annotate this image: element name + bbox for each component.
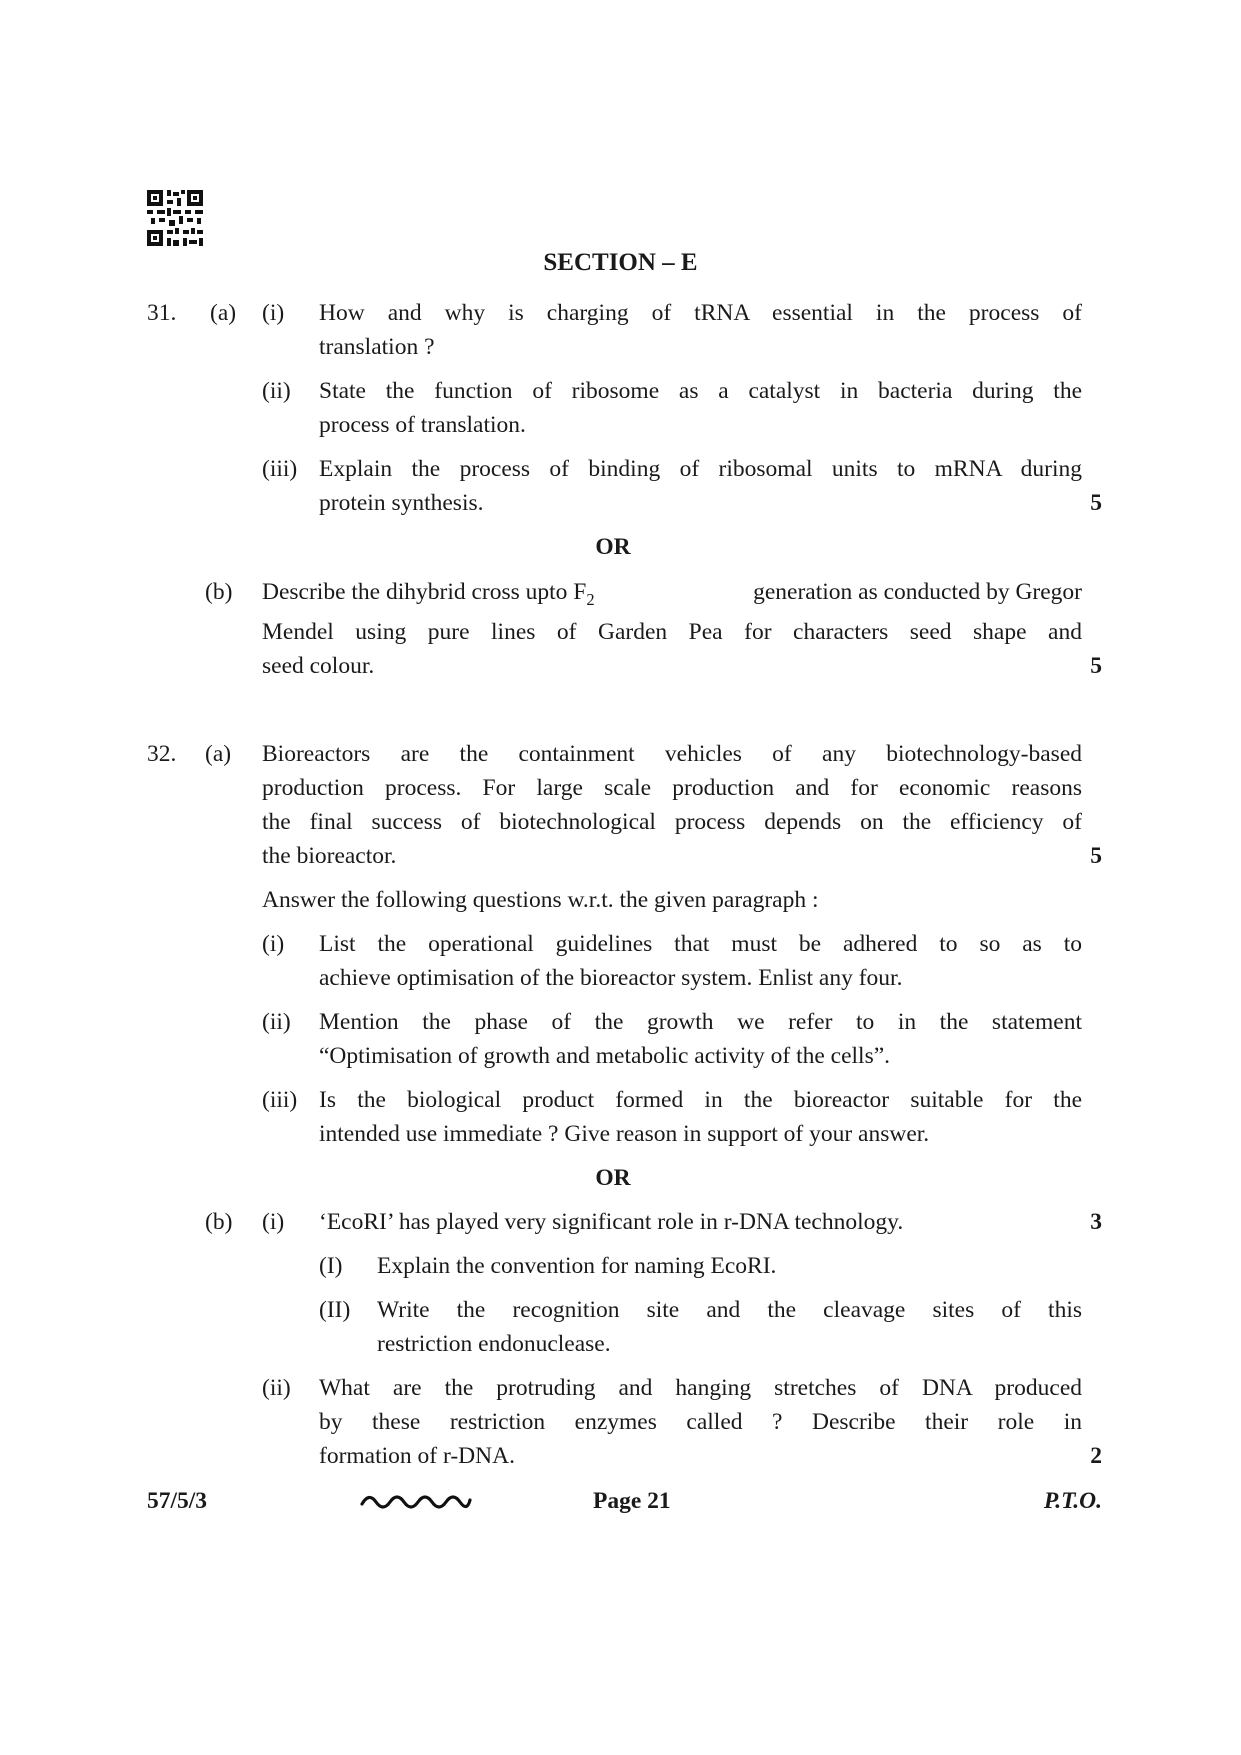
q32-b-i-II-line1: Write the recognition site and the cleavage sites of this	[377, 1297, 1082, 1323]
q32-b-ii-marks: 2	[1090, 1443, 1102, 1469]
q31-part-b-label: (b)	[205, 579, 233, 605]
pto-label: P.T.O.	[1043, 1488, 1102, 1514]
q32-b-ii-line2: by these restriction enzymes called ? Describe their role in	[319, 1409, 1082, 1435]
q32-a-ii-line1: Mention the phase of the growth we refer to in the statement	[319, 1009, 1082, 1035]
q32-a-line2: production process. For large scale production and for economic reasons	[262, 775, 1082, 801]
q32-a-iii-line1: Is the biological product formed in the bioreactor suitable for the	[319, 1087, 1082, 1113]
question-number-31: 31.	[147, 300, 177, 326]
q32-a-ii-line2: “Optimisation of growth and metabolic activity of the cells”.	[319, 1043, 891, 1069]
q31-a-i-label: (i)	[262, 300, 285, 326]
q32-or-divider: OR	[595, 1165, 631, 1191]
q32-b-ii-line1: What are the protruding and hanging stretches of DNA produced	[319, 1375, 1082, 1401]
q31-b-line1	[262, 575, 1082, 609]
q32-a-marks: 5	[1090, 843, 1102, 869]
q32-a-iii-label: (iii)	[262, 1087, 298, 1113]
q32-part-b-label: (b)	[205, 1209, 233, 1235]
q32-b-i-II-line2: restriction endonuclease.	[377, 1331, 611, 1357]
q31-b-line3: seed colour.	[262, 653, 375, 679]
q31-a-ii-line2: process of translation.	[319, 412, 526, 438]
q31-a-marks: 5	[1090, 490, 1102, 516]
q32-b-i-I-label: (I)	[319, 1253, 343, 1279]
q31-b-marks: 5	[1090, 653, 1102, 679]
q31-a-ii-line1: State the function of ribosome as a catalyst in bacteria during the	[319, 378, 1082, 404]
q32-b-i-label: (i)	[262, 1209, 285, 1235]
q31-or-divider: OR	[595, 534, 631, 560]
wave-icon	[360, 1490, 472, 1512]
page-number: Page 21	[593, 1488, 671, 1514]
q32-a-i-line2: achieve optimisation of the bioreactor system. Enlist any four.	[319, 965, 903, 991]
q32-b-i-I-text: Explain the convention for naming EcoRI.	[377, 1253, 777, 1279]
q32-a-i-line1: List the operational guidelines that must be adhered to so as to	[319, 931, 1082, 957]
question-number-32: 32.	[147, 741, 177, 767]
q32-a-i-label: (i)	[262, 931, 285, 957]
q31-part-a-label: (a)	[210, 300, 237, 326]
q31-b-line1-post: generation as conducted by Gregor	[753, 579, 1082, 605]
q31-a-iii-label: (iii)	[262, 456, 298, 482]
q32-b-i-marks: 3	[1090, 1209, 1102, 1235]
q32-a-iii-line2: intended use immediate ? Give reason in support of your answer.	[319, 1121, 930, 1147]
q31-a-i-line1: How and why is charging of tRNA essential in the process of	[319, 300, 1082, 326]
q31-a-i-line2: translation ?	[319, 334, 435, 360]
q32-a-line4: the bioreactor.	[262, 843, 397, 869]
q32-a-line3: the final success of biotechnological process depends on the efficiency of	[262, 809, 1082, 835]
q31-b-line1-pre: Describe the dihybrid cross upto $F_2$	[262, 579, 595, 609]
q31-a-iii-line2: protein synthesis.	[319, 490, 484, 516]
q32-prompt: Answer the following questions w.r.t. the given paragraph :	[262, 887, 819, 913]
q32-b-i-text: ‘EcoRI’ has played very significant role in r-DNA technology.	[319, 1209, 904, 1235]
subscript-2: 2	[586, 589, 595, 609]
q32-b-ii-line3: formation of r-DNA.	[319, 1443, 515, 1469]
paper-code: 57/5/3	[147, 1488, 208, 1514]
q32-a-ii-label: (ii)	[262, 1009, 291, 1035]
qr-code-icon	[147, 190, 203, 246]
q31-a-iii-line1: Explain the process of binding of ribosomal units to mRNA during	[319, 456, 1082, 482]
q32-b-i-II-label: (II)	[319, 1297, 351, 1323]
section-title: SECTION – E	[543, 249, 698, 276]
q31-a-ii-label: (ii)	[262, 378, 291, 404]
q32-a-line1: Bioreactors are the containment vehicles of any biotechnology-based	[262, 741, 1082, 767]
q31-b-line2: Mendel using pure lines of Garden Pea for characters seed shape and	[262, 619, 1082, 645]
q32-part-a-label: (a)	[205, 741, 232, 767]
q32-b-ii-label: (ii)	[262, 1375, 291, 1401]
